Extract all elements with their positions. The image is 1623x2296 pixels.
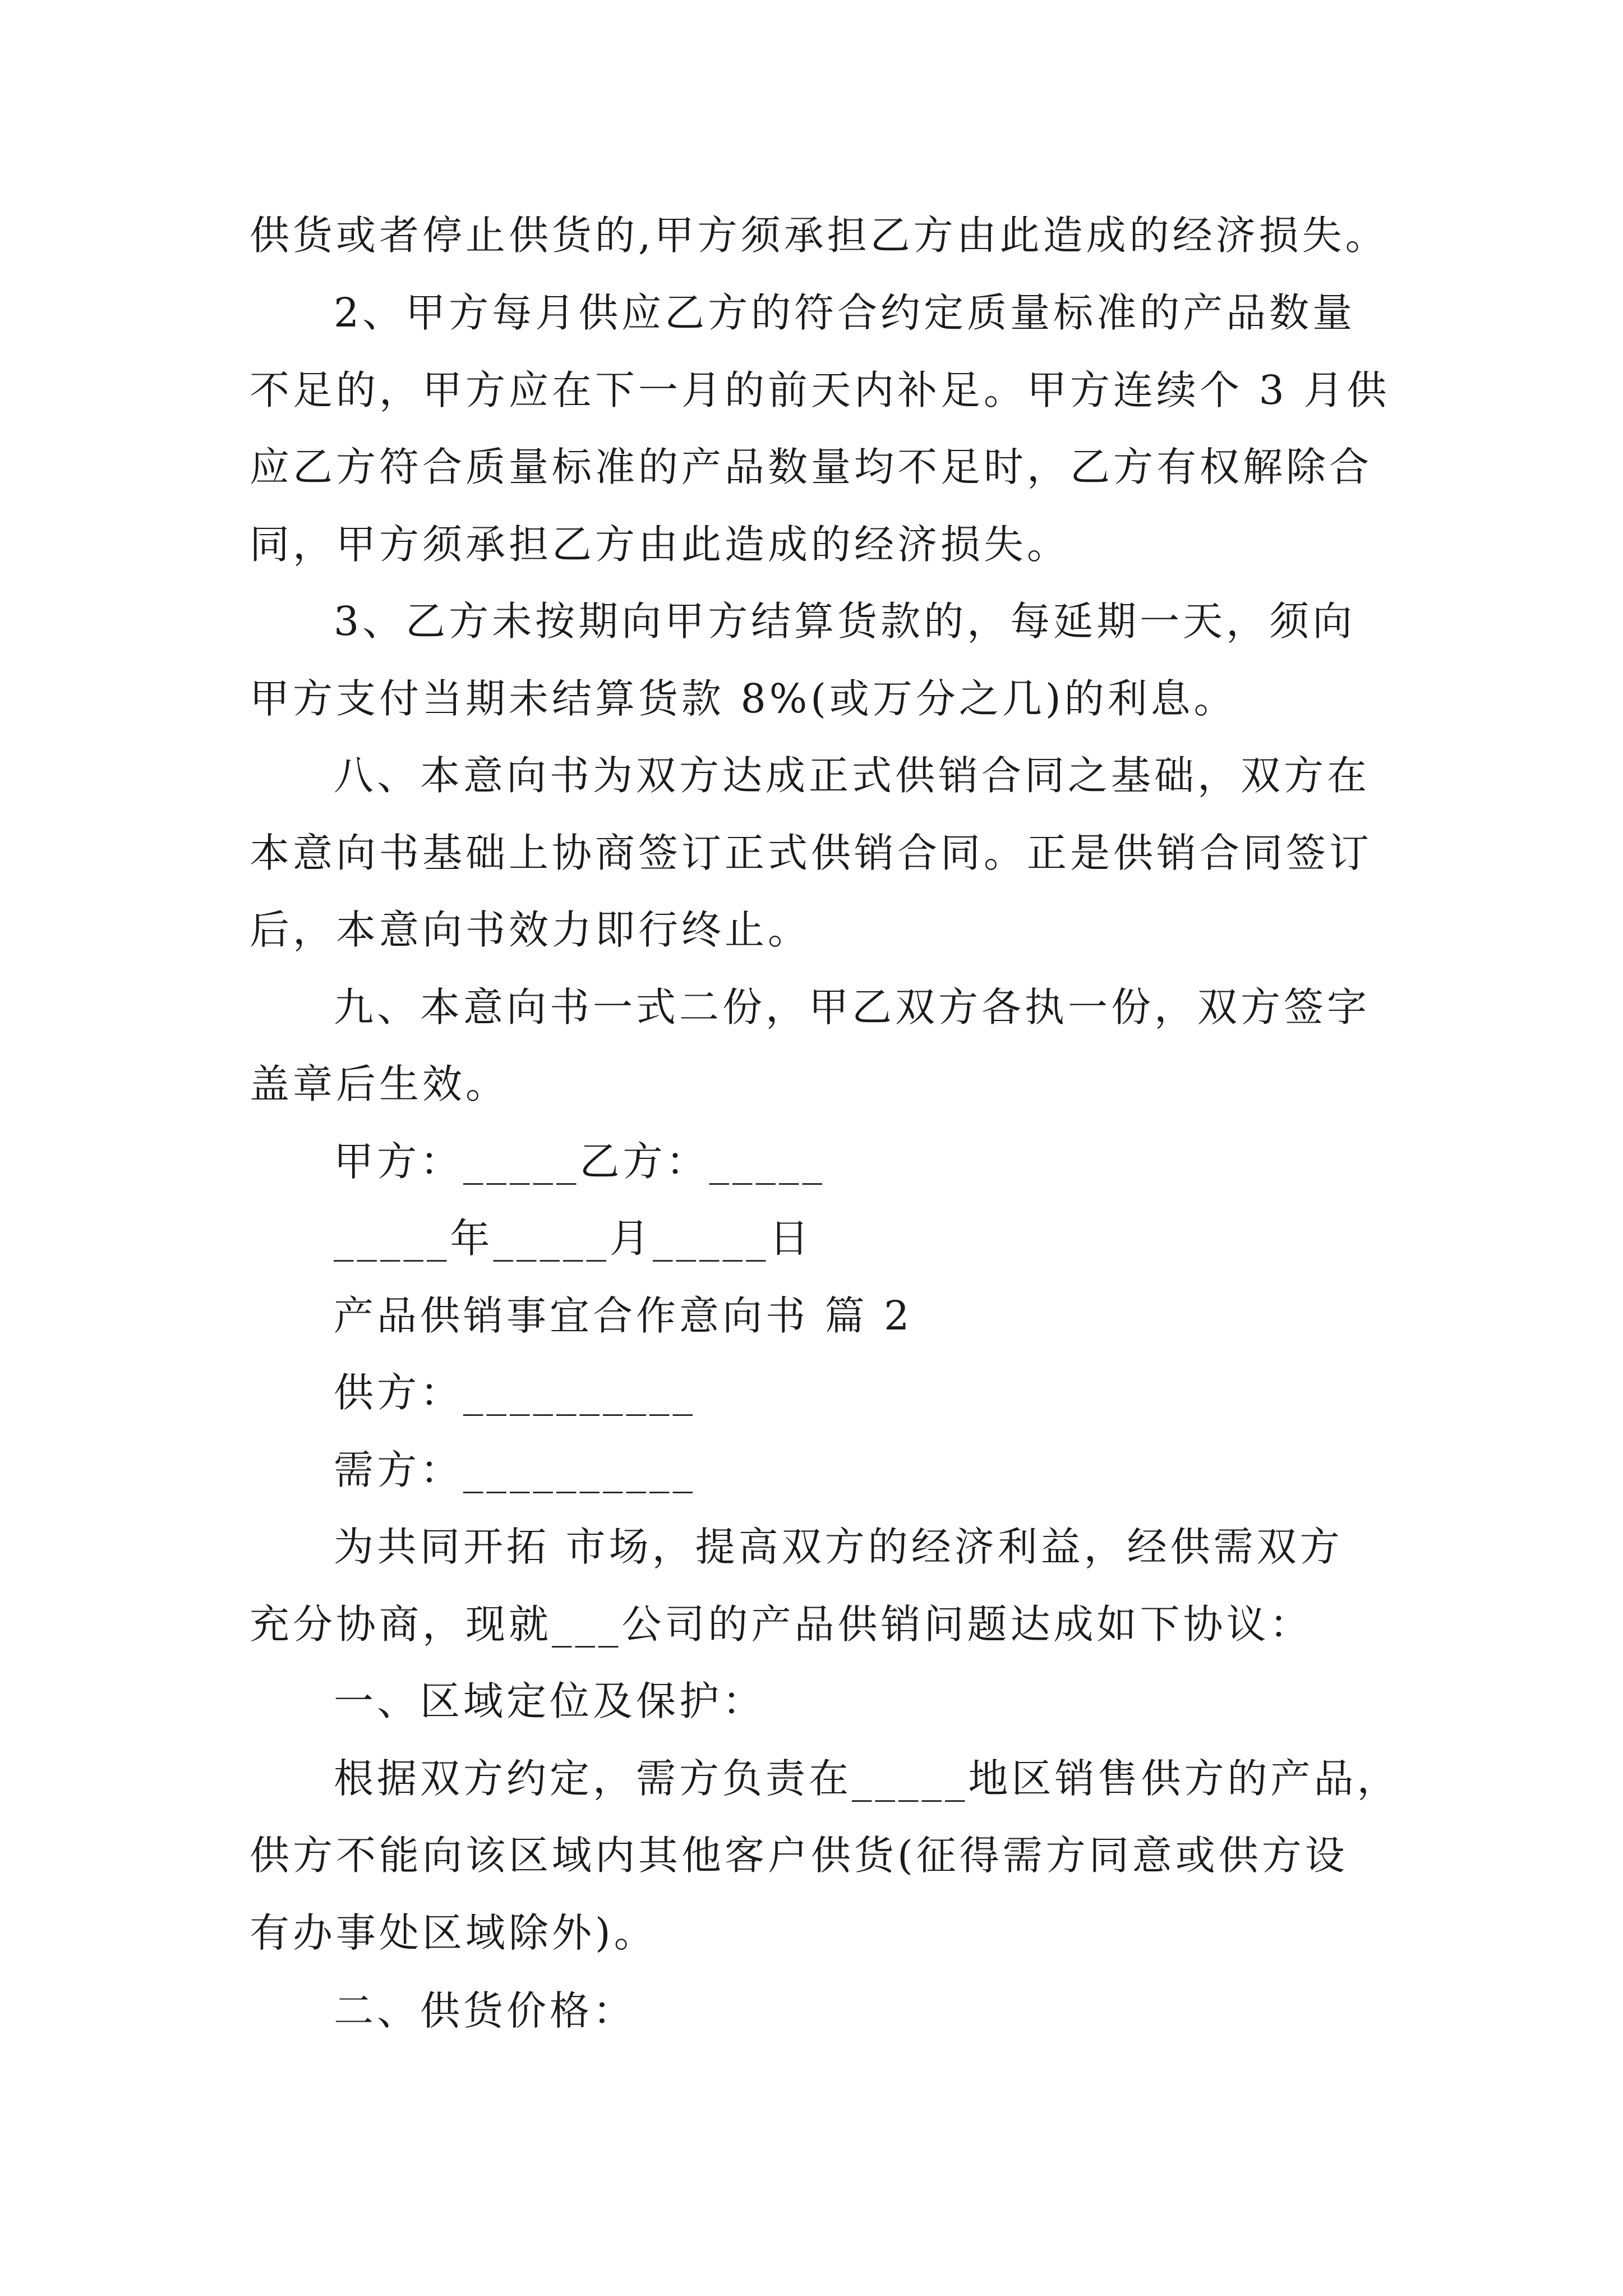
clause-heading: 二、供货价格：	[334, 1987, 637, 2034]
text-line: 不足的，甲方应在下一月的前天内补足。甲方连续个 3 月供	[250, 367, 1390, 413]
text-line: 甲方支付当期未结算货款 8%(或万分之几)的利息。	[250, 675, 1237, 722]
signature-line: 甲方：_____乙方：_____	[334, 1138, 826, 1185]
supplier-line: 供方：__________	[334, 1369, 697, 1416]
text-line: 八、本意向书为双方达成正式供销合同之基础，双方在	[334, 752, 1371, 799]
buyer-line: 需方：__________	[334, 1447, 697, 1493]
text-line: 2、甲方每月供应乙方的符合约定质量标准的产品数量	[334, 289, 1356, 336]
text-line: 供货或者停止供货的,甲方须承担乙方由此造成的经济损失。	[250, 212, 1389, 259]
text-line: 供方不能向该区域内其他客户供货(征得需方同意或供方设	[250, 1832, 1348, 1879]
text-line: 同，甲方须承担乙方由此造成的经济损失。	[250, 521, 1071, 568]
text-line: 有办事处区域除外)。	[250, 1910, 657, 1956]
text-line: 充分协商，现就___公司的产品供销问题达成如下协议：	[250, 1601, 1313, 1648]
text-line: 本意向书基础上协商签订正式供销合同。正是供销合同签订	[250, 830, 1373, 876]
text-line: 应乙方符合质量标准的产品数量均不足时，乙方有权解除合	[250, 444, 1373, 490]
date-line: _____年_____月_____日	[334, 1215, 813, 1262]
text-line: 根据双方约定，需方负责在_____地区销售供方的产品，	[334, 1755, 1400, 1802]
text-line: 3、乙方未按期向甲方结算货款的，每延期一天，须向	[334, 598, 1356, 645]
text-line: 九、本意向书一式二份，甲乙双方各执一份，双方签字	[334, 984, 1371, 1030]
text-line: 后，本意向书效力即行终止。	[250, 907, 811, 953]
text-line: 为共同开拓 市场，提高双方的经济利益，经供需双方	[334, 1524, 1343, 1570]
clause-heading: 一、区域定位及保护：	[334, 1678, 766, 1724]
section-title: 产品供销事宜合作意向书 篇 2	[334, 1292, 913, 1339]
text-line: 盖章后生效。	[250, 1061, 509, 1107]
